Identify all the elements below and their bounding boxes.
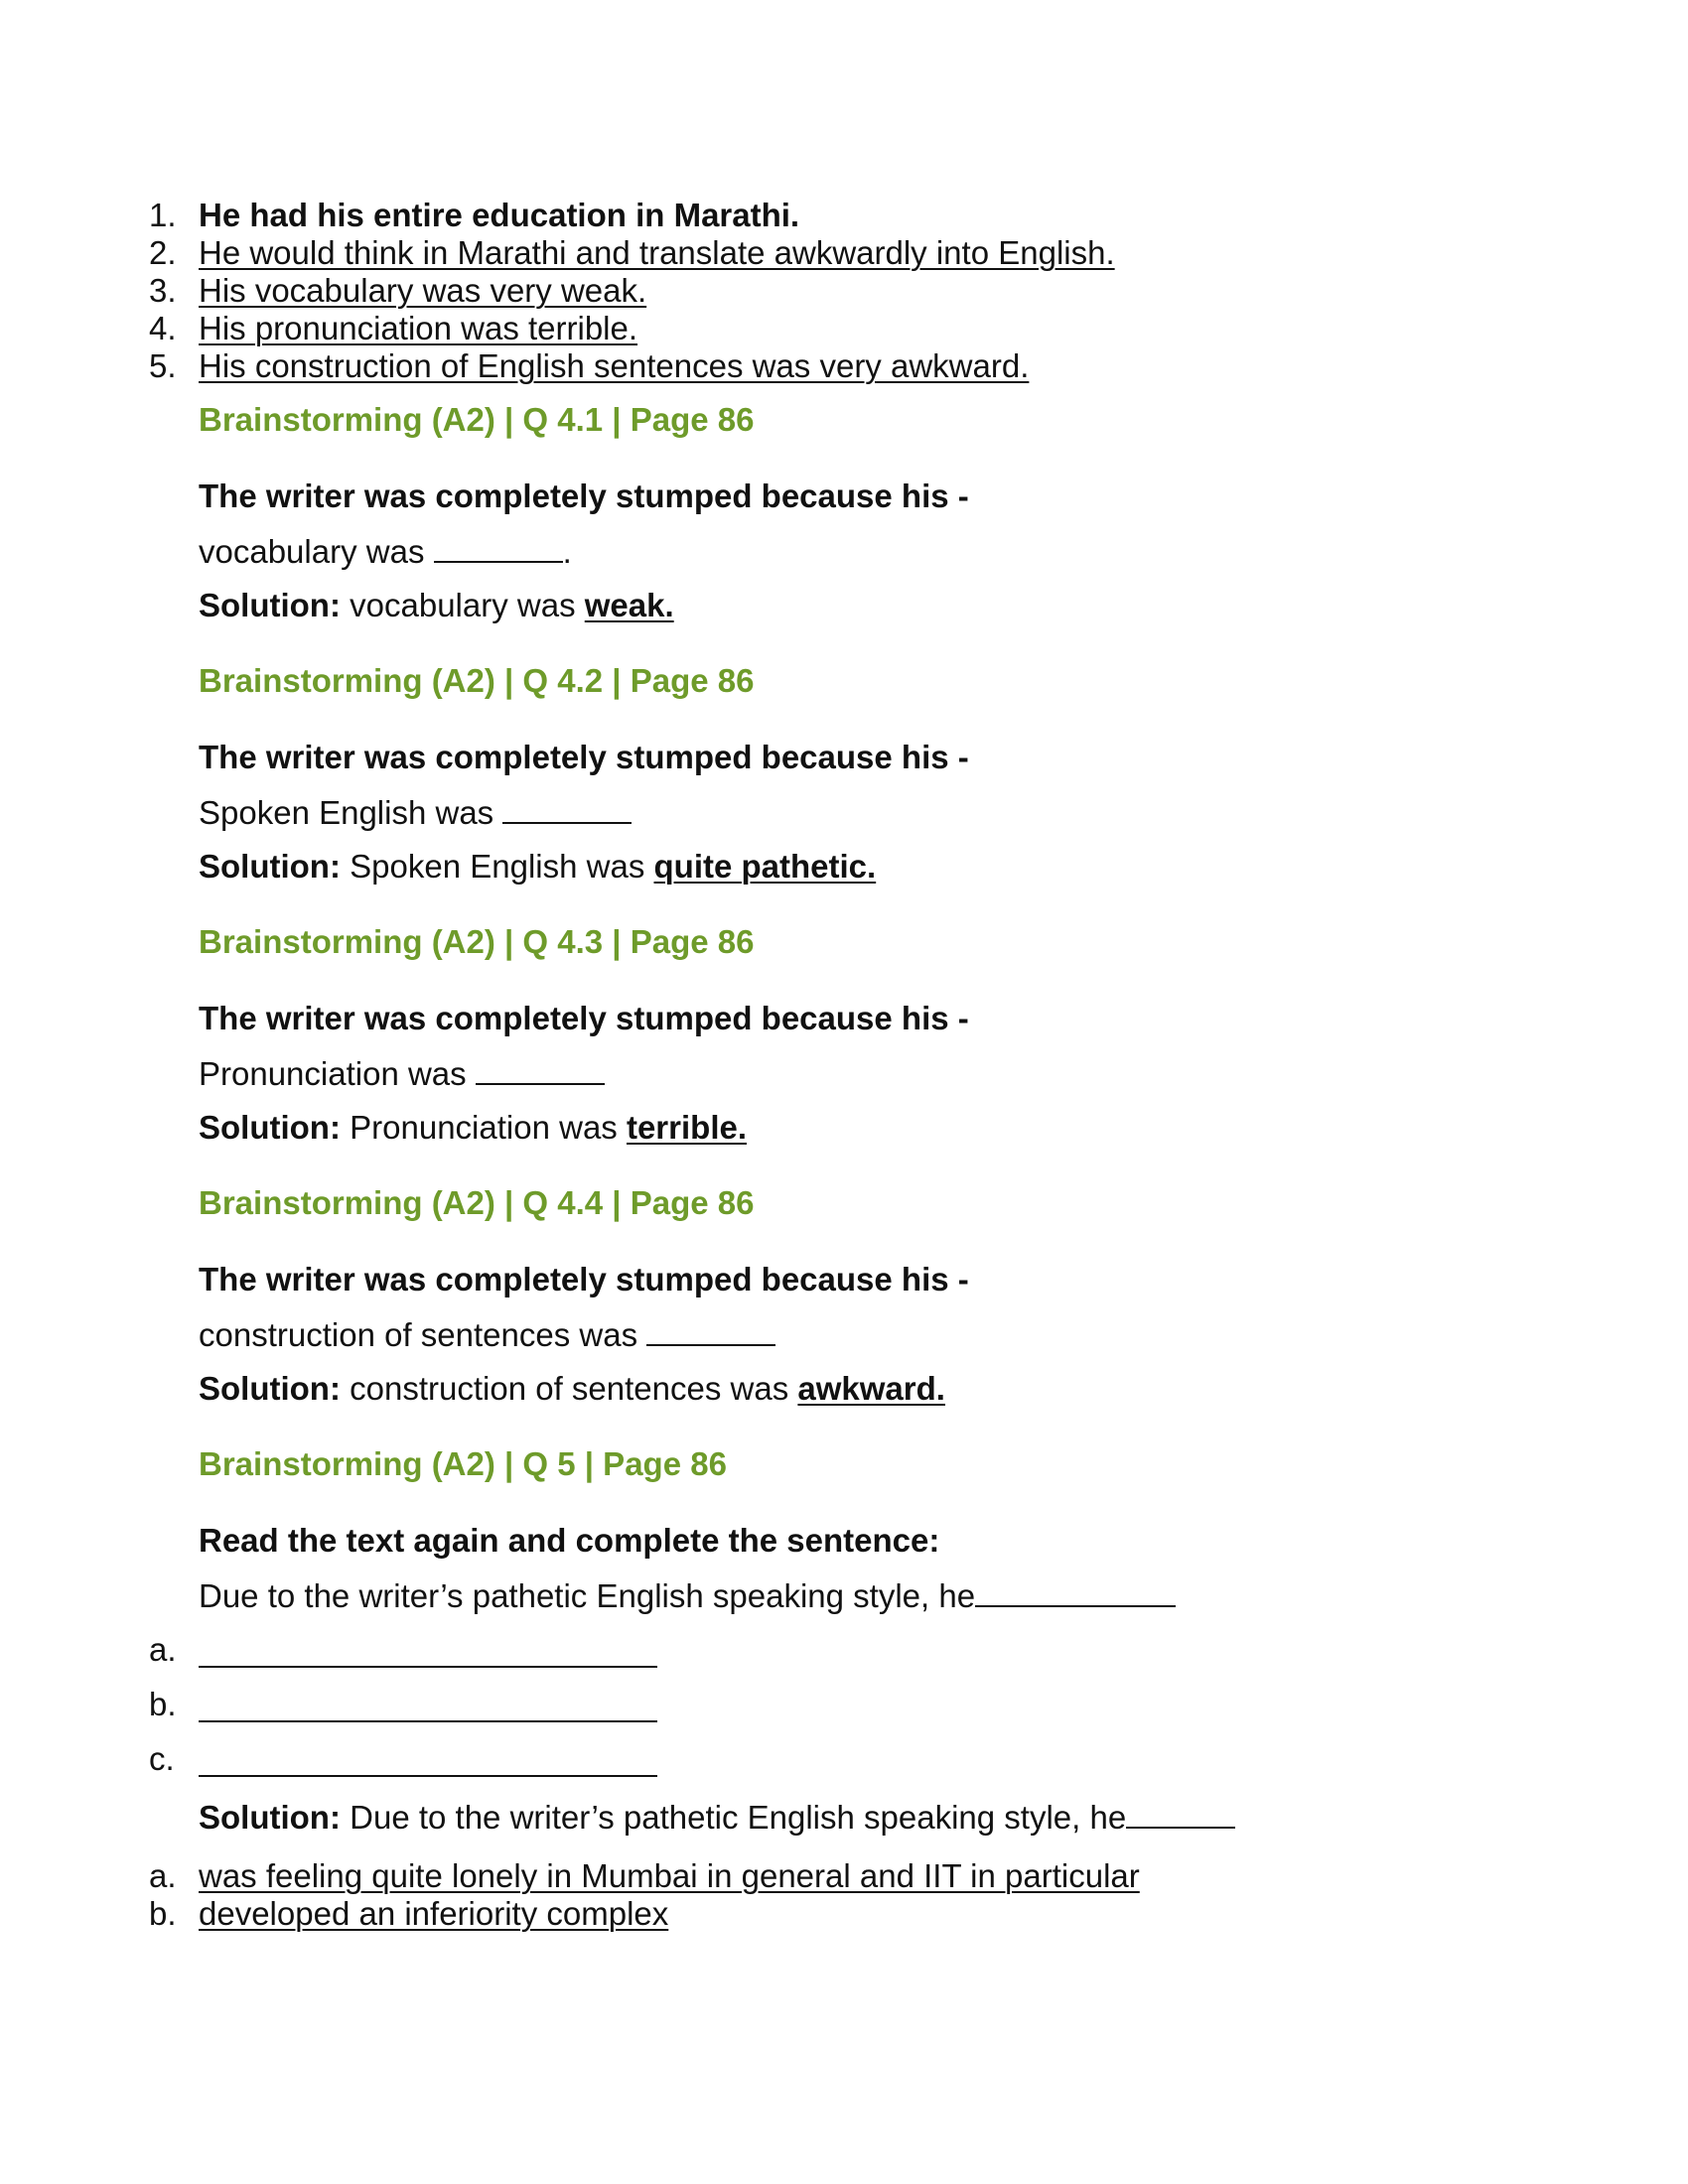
solution-label: Solution: [199, 1109, 341, 1146]
question-prompt [199, 1314, 775, 1355]
question-prompt [199, 531, 572, 572]
section-heading: Brainstorming (A2) | Q 4.3 | Page 86 [199, 923, 755, 960]
blank-label: a. [149, 1631, 177, 1668]
answer-blank [502, 792, 632, 824]
prompt-text: construction of sentences was [199, 1316, 638, 1353]
prompt-end: . [562, 533, 572, 570]
solution-text: Due to the writer’s pathetic English speaking style, he [350, 1799, 1127, 1836]
question-prompt [199, 792, 632, 833]
blank-label: b. [149, 1686, 177, 1722]
section-heading: Brainstorming (A2) | Q 4.4 | Page 86 [199, 1184, 755, 1221]
prompt-text: Spoken English was [199, 794, 494, 831]
solution-answer: weak. [584, 587, 674, 623]
question-text: Read the text again and complete the sentence: [199, 1522, 940, 1559]
solution-answer: terrible. [626, 1109, 748, 1146]
prompt-text: vocabulary was [199, 533, 425, 570]
solution-answer: quite pathetic. [653, 848, 877, 885]
solution-line [199, 586, 674, 625]
solution-line [199, 847, 876, 887]
question-prompt [199, 1053, 605, 1094]
list-number: 2. [149, 234, 177, 271]
prompt-text: Pronunciation was [199, 1055, 467, 1092]
solution-text: vocabulary was [350, 587, 576, 623]
list-number: a. [149, 1857, 177, 1894]
list-number: 3. [149, 272, 177, 309]
answer-blank [975, 1575, 1176, 1607]
solution-text: Pronunciation was [350, 1109, 618, 1146]
solution-text: construction of sentences was [350, 1370, 789, 1407]
list-text: was feeling quite lonely in Mumbai in general and IIT in particular [199, 1857, 1140, 1894]
answer-blank [476, 1053, 605, 1085]
answer-blank [434, 531, 563, 563]
solution-label: Solution: [199, 1799, 341, 1836]
question-prompt [199, 1575, 1176, 1616]
question-text: The writer was completely stumped because his - [199, 1000, 969, 1036]
list-text: His pronunciation was terrible. [199, 310, 638, 346]
list-number: 1. [149, 197, 177, 233]
list-text: His construction of English sentences was very awkward. [199, 347, 1030, 384]
list-text: He had his entire education in Marathi. [199, 197, 800, 233]
solution-answer: awkward. [797, 1370, 945, 1407]
question-text: The writer was completely stumped because his - [199, 1261, 969, 1297]
solution-label: Solution: [199, 848, 341, 885]
list-number: 4. [149, 310, 177, 346]
answer-line [199, 1720, 657, 1722]
solution-label: Solution: [199, 587, 341, 623]
section-heading: Brainstorming (A2) | Q 5 | Page 86 [199, 1445, 727, 1482]
solution-line [199, 1369, 945, 1409]
list-number: 5. [149, 347, 177, 384]
solution-text: Spoken English was [350, 848, 645, 885]
answer-line [199, 1775, 657, 1777]
section-heading: Brainstorming (A2) | Q 4.1 | Page 86 [199, 401, 755, 438]
list-text: His vocabulary was very weak. [199, 272, 647, 309]
answer-blank [646, 1314, 775, 1346]
answer-line [199, 1666, 657, 1668]
question-text: The writer was completely stumped because his - [199, 739, 969, 775]
section-heading: Brainstorming (A2) | Q 4.2 | Page 86 [199, 662, 755, 699]
list-text: developed an inferiority complex [199, 1895, 669, 1932]
blank-label: c. [149, 1740, 175, 1777]
solution-label: Solution: [199, 1370, 341, 1407]
solution-line [199, 1108, 747, 1148]
list-number: b. [149, 1895, 177, 1932]
answer-blank [1126, 1797, 1235, 1829]
question-text: The writer was completely stumped because his - [199, 478, 969, 514]
list-text: He would think in Marathi and translate awkwardly into English. [199, 234, 1115, 271]
prompt-text: Due to the writer’s pathetic English speaking style, he [199, 1577, 976, 1614]
solution-line [199, 1797, 1235, 1838]
